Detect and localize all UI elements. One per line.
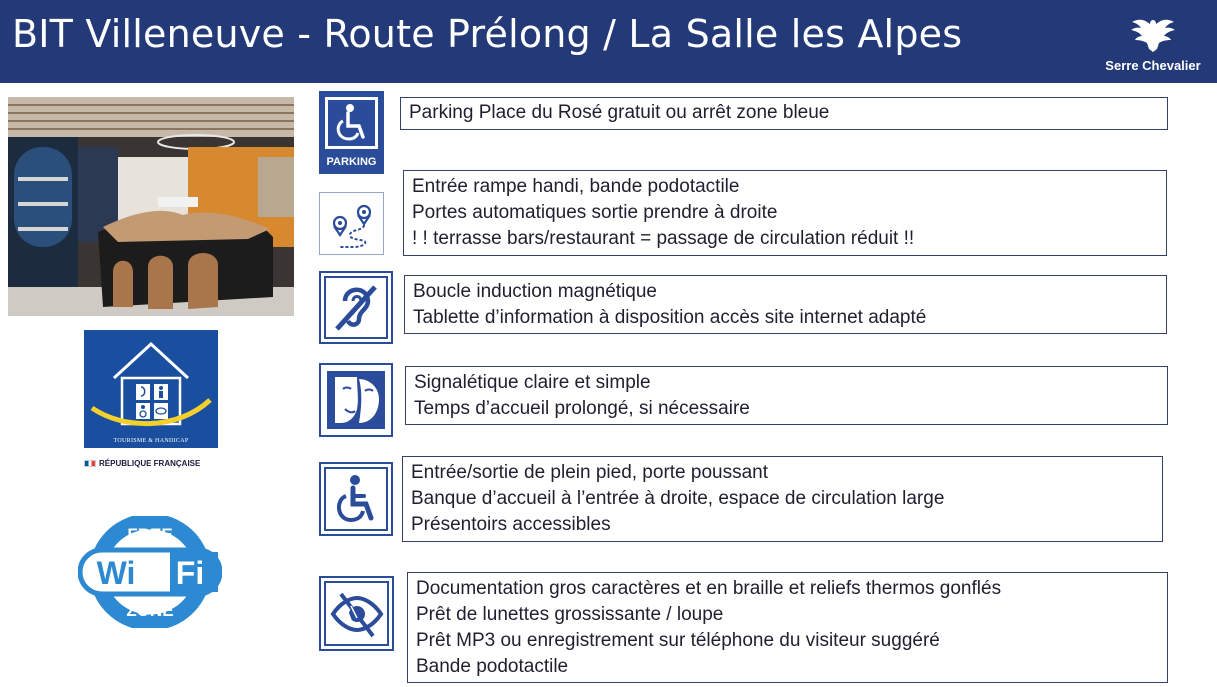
text-line: Entrée/sortie de plein pied, porte poussant	[411, 462, 769, 483]
text-line: Temps d’accueil prolongé, si nécessaire	[414, 398, 750, 419]
section-parking-text	[400, 97, 1168, 130]
brand-logo	[1093, 16, 1213, 78]
section-visual-text	[407, 572, 1168, 683]
office-photo	[8, 97, 294, 316]
header-bar	[0, 0, 1217, 83]
eagle-logo-icon	[1129, 16, 1177, 54]
text-line: Documentation gros caractères et en braille et reliefs thermos gonflés	[416, 578, 1002, 599]
page-title: BIT Villeneuve - Route Prélong / La Salle les Alpes	[12, 12, 963, 56]
republique-text: RÉPUBLIQUE FRANÇAISE	[99, 459, 201, 468]
french-flag-icon	[84, 460, 96, 467]
hearing-impaired-icon	[319, 271, 393, 344]
parking-label: PARKING	[326, 156, 377, 168]
republique-francaise-label	[84, 459, 200, 468]
mental-disability-icon	[319, 363, 393, 437]
free-wifi-zone-logo	[78, 516, 222, 628]
section-mental-text	[405, 366, 1168, 425]
text-line: Prêt MP3 ou enregistrement sur téléphone du visiteur suggéré	[416, 630, 940, 651]
text-line: Entrée rampe handi, bande podotactile	[412, 176, 740, 197]
text-line: Portes automatiques sortie prendre à droite	[412, 202, 778, 223]
visual-impaired-icon	[319, 576, 394, 651]
text-line: Bande podotactile	[416, 656, 569, 677]
text-line: Présentoirs accessibles	[411, 514, 611, 535]
text-line: Tablette d’information à disposition accès site internet adapté	[413, 307, 927, 328]
wifi-wi-text: Wi	[96, 555, 136, 591]
wheelchair-icon	[319, 462, 393, 536]
wifi-free-text: FREE	[127, 525, 173, 544]
tourisme-handicap-logo	[84, 330, 218, 448]
text-line: Banque d’accueil à l’entrée à droite, espace de circulation large	[411, 488, 945, 509]
text-line: Parking Place du Rosé gratuit ou arrêt zone bleue	[409, 102, 830, 123]
parking-accessible-icon	[319, 91, 384, 174]
text-line: Signalétique claire et simple	[414, 372, 651, 393]
brand-name: Serre Chevalier	[1105, 58, 1201, 73]
text-line: Boucle induction magnétique	[413, 281, 658, 302]
text-line: ! ! terrasse bars/restaurant = passage de circulation réduit !!	[412, 228, 915, 249]
tourisme-handicap-caption: TOURISME & HANDICAP	[113, 438, 189, 444]
section-wheelchair-text	[402, 456, 1163, 542]
text-line: Prêt de lunettes grossissante / loupe	[416, 604, 724, 625]
section-hearing-text	[404, 275, 1167, 334]
wifi-fi-text: Fi	[175, 555, 205, 591]
wifi-zone-text: ZONE	[126, 601, 174, 620]
route-map-icon	[319, 192, 384, 255]
section-route-text	[403, 170, 1167, 256]
